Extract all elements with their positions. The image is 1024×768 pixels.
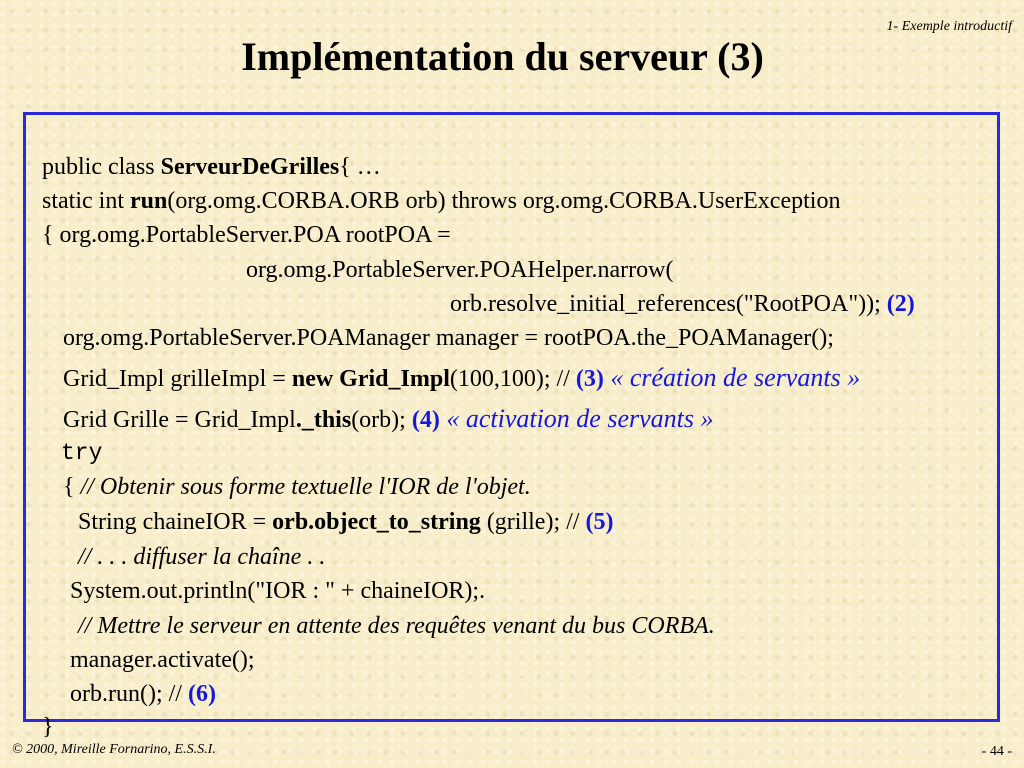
code-line-8: Grid Grille = Grid_Impl._this(orb); (4) « activation de servants »: [63, 404, 714, 433]
code-line-4: org.omg.PortableServer.POAHelper.narrow(: [246, 257, 674, 283]
page-number: - 44 -: [981, 744, 1012, 759]
code-line-14: // Mettre le serveur en attente des requêtes venant du bus CORBA.: [78, 613, 715, 639]
code-line-7: Grid_Impl grilleImpl = new Grid_Impl(100,100); // (3) « création de servants »: [63, 363, 861, 392]
code-line-5: orb.resolve_initial_references("RootPOA")); (2): [450, 291, 915, 317]
code-line-6: org.omg.PortableServer.POAManager manager = rootPOA.the_POAManager();: [63, 325, 834, 351]
code-listing-box: [23, 112, 1000, 740]
code-line-11: String chaineIOR = orb.object_to_string (grille); // (5): [78, 509, 614, 535]
section-label: 1- Exemple introductif: [886, 19, 1012, 34]
code-line-9: try: [61, 440, 103, 466]
code-line-16: orb.run(); // (6): [70, 681, 216, 707]
code-line-3: { org.omg.PortableServer.POA rootPOA =: [42, 222, 451, 248]
slide-title: Implémentation du serveur (3): [241, 34, 764, 79]
copyright-footer: © 2000, Mireille Fornarino, E.S.S.I.: [12, 742, 216, 757]
code-line-10: { // Obtenir sous forme textuelle l'IOR de l'objet.: [63, 474, 531, 500]
code-line-15: manager.activate();: [70, 647, 255, 673]
code-line-13: System.out.println("IOR : " + chaineIOR);.: [70, 578, 486, 604]
code-line-12: // . . . diffuser la chaîne . .: [78, 544, 326, 570]
code-line-2: static int run(org.omg.CORBA.ORB orb) throws org.omg.CORBA.UserException: [42, 188, 841, 214]
code-line-1: public class ServeurDeGrilles{ …: [42, 154, 381, 180]
code-line-17: }: [42, 714, 54, 740]
